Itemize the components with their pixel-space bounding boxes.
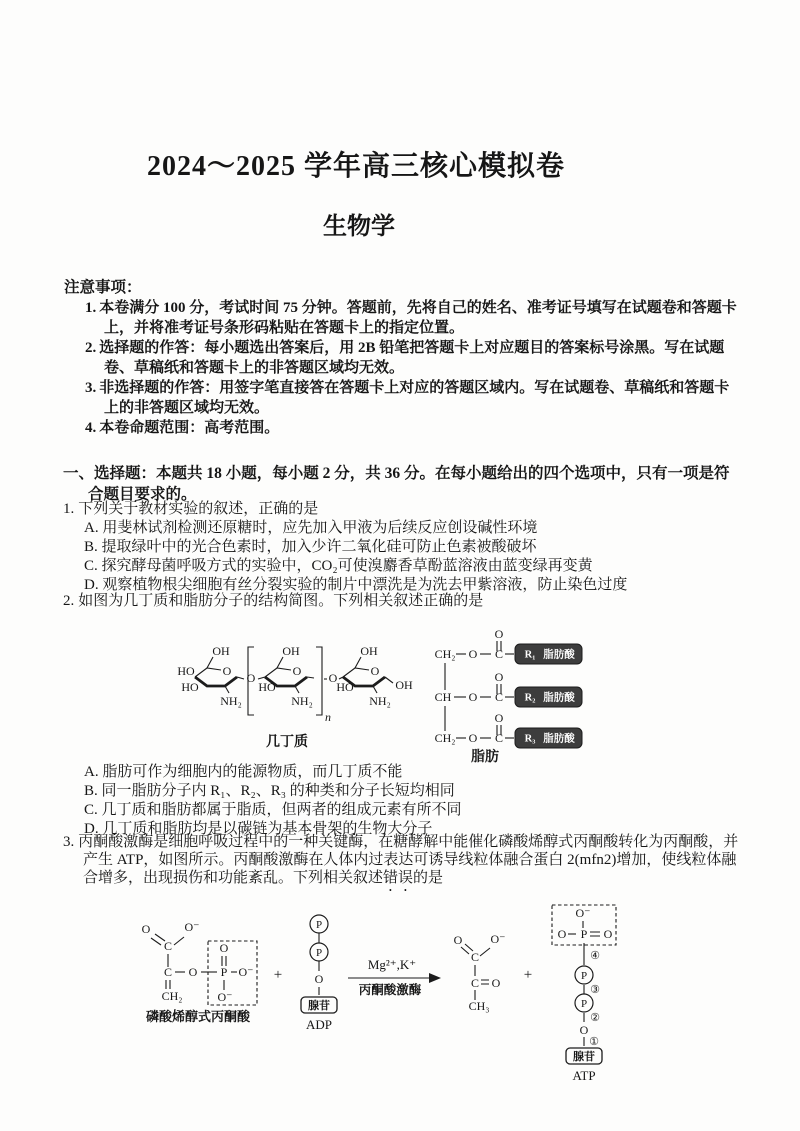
hydroxyl-label: OH	[395, 678, 413, 692]
carbonyl-oxygen-label: O	[494, 711, 504, 725]
oxygen-label: O	[579, 1023, 589, 1037]
ester-row-2	[454, 670, 582, 707]
adp-caption: ADP	[305, 1017, 333, 1032]
q2-options	[63, 763, 741, 839]
oxygen-label: O	[468, 731, 478, 745]
adp-structure	[301, 915, 337, 1032]
notice-item-number: 4.	[85, 420, 97, 436]
carbon-label: C	[163, 965, 173, 979]
question-3	[63, 833, 741, 1113]
oxygen-label: O	[468, 690, 478, 704]
chitin-ring-3	[336, 644, 413, 708]
q2-stem-text: 如图为几丁质和脂肪分子的结构简图。下列相关叙述正确的是	[78, 593, 484, 609]
bond-1-label: ①	[589, 1036, 599, 1048]
notice-item-text: 本卷命题范围：高考范围。	[99, 420, 280, 436]
reaction-arrow	[348, 957, 441, 997]
pyruvate-structure	[454, 932, 506, 1013]
chitin-ring-2	[258, 644, 312, 708]
hydroxyl-label: HO	[181, 680, 199, 694]
phosphorus-label: P	[315, 919, 323, 931]
q2-option-c: C. 几丁质和脂肪都属于脂质，但两者的组成元素有所不同	[84, 802, 462, 818]
notice-item-3	[85, 378, 738, 418]
oxygen-label: O	[453, 933, 463, 947]
q2-option-d: D. 几丁质和脂肪均是以碳链为基本骨架的生物大分子	[84, 821, 433, 837]
notice-item-text: 选择题的作答：每小题选出答案后，用 2B 铅笔把答题卡上对应题目的答案标号涂黑。写在试题卷、草稿纸和答题卡上的非答题区域均无效。	[99, 340, 725, 376]
q2-stem	[63, 592, 741, 611]
q1-option-b: B. 提取绿叶中的光合色素时，加入少许二氧化硅可防止色素被酸破坏	[84, 539, 537, 555]
ring-oxygen-label: O	[292, 664, 302, 678]
glycerol-backbone	[435, 647, 456, 745]
amino-label: NH₂	[291, 694, 313, 708]
link-oxygen-label: O	[328, 671, 338, 685]
hydroxyl-label: OH	[360, 644, 378, 658]
oxygen-label: O	[141, 922, 151, 936]
q1-option-d: D. 观察植物根尖细胞有丝分裂实验的制片中漂洗是为洗去甲紫溶液，防止染色过度	[84, 577, 628, 593]
ester-row-1	[456, 627, 582, 664]
plus-sign: +	[273, 967, 283, 983]
oxygen-label: O	[557, 927, 567, 941]
section-heading: 一、选择题：本题共 18 小题，每小题 2 分，共 36 分。在每小题给出的四个选项中，只有一项是符合题目要求的。	[63, 465, 730, 503]
oxygen-label: O	[188, 965, 198, 979]
q2-number: 2.	[63, 593, 75, 609]
carbon-label: C	[494, 731, 504, 745]
plus-sign: +	[523, 967, 533, 983]
fat-structure-diagram	[423, 611, 643, 765]
ch2-label: CH₂	[434, 731, 456, 745]
oxygen-label: O	[468, 647, 478, 661]
fatty-acid-label: 脂肪酸	[543, 733, 575, 745]
hydroxyl-label: OH	[282, 644, 300, 658]
arrowhead	[429, 973, 441, 983]
hydroxyl-label: OH	[212, 644, 230, 658]
chitin-caption: 几丁质	[266, 735, 308, 750]
q3-figure	[63, 895, 741, 1113]
carbon-label: C	[470, 950, 480, 964]
hydroxyl-label: HO	[258, 680, 276, 694]
q3-stem-emphasis: 错误	[383, 870, 414, 886]
notice-item-number: 2.	[85, 340, 97, 356]
notice-item-text: 本卷满分 100 分，考试时间 75 分钟。答题前，先将自己的姓名、准考证号填写在试题卷和答题卡上，并将准考证号条形码粘贴在答题卡上的指定位置。	[99, 300, 737, 336]
carbon-label: C	[494, 690, 504, 704]
oxygen-minus-label: O⁻	[217, 990, 233, 1004]
q3-number: 3.	[63, 834, 75, 850]
ch2-label: CH₂	[434, 647, 456, 661]
oxygen-minus-label: O⁻	[238, 965, 254, 979]
oxygen-minus-label: O⁻	[490, 932, 506, 946]
subject-title: 生物学	[323, 214, 395, 240]
adenosine-label: 腺苷	[573, 1051, 595, 1063]
ch-label: CH	[434, 690, 452, 704]
phosphorus-label: P	[580, 927, 588, 941]
atp-caption: ATP	[572, 1068, 596, 1083]
fat-caption: 脂肪	[471, 750, 499, 765]
hydroxyl-label: HO	[177, 664, 195, 678]
chitin-ring-1	[177, 644, 241, 708]
fatty-acid-label: 脂肪酸	[543, 692, 575, 704]
oxygen-label: O	[314, 972, 324, 986]
carbonyl-oxygen-label: O	[494, 670, 504, 684]
adenosine-label: 腺苷	[308, 1000, 330, 1012]
q1-stem-text: 下列关于教材实验的叙述，正确的是	[78, 501, 319, 517]
link-oxygen-label: O	[246, 671, 256, 685]
cofactor-label: Mg²⁺,K⁺	[367, 957, 417, 972]
notice-section	[64, 278, 738, 438]
question-1	[63, 500, 741, 595]
q2-option-a: A. 脂肪可作为细胞内的能源物质，而几丁质不能	[84, 764, 403, 780]
q1-option-c: C. 探究酵母菌呼吸方式的实验中，CO₂可使溴麝香草酚蓝溶液由蓝变绿再变黄	[84, 558, 593, 574]
ring-oxygen-label: O	[222, 664, 232, 678]
q1-stem	[63, 500, 741, 519]
notice-item-text: 非选择题的作答：用签字笔直接答在答题卡上对应的答题区域内。写在试题卷、草稿纸和答题卡上的非答题区域均无效。	[99, 380, 730, 416]
phosphoenolpyruvate-structure	[142, 920, 257, 1024]
repeat-subscript-n: n	[325, 710, 331, 724]
oxygen-label: O	[491, 976, 501, 990]
ch2-label: CH₂	[161, 989, 183, 1003]
q3-stem-text: 丙酮酸激酶是细胞呼吸过程中的一种关键酶，在糖酵解中能催化磷酸烯醇式丙酮酸转化为丙酮酸，并产生 ATP，如图所示。丙酮酸激酶在人体内过表达可诱导线粒体融合蛋白 2(mfn2)增加，使线粒体融合增多，出现损伤和功能紊乱。下列相关叙述	[78, 834, 739, 886]
notice-item-1	[85, 298, 738, 338]
notice-item-2	[85, 338, 738, 378]
ester-row-3	[456, 711, 582, 748]
carbonyl-oxygen-label: O	[494, 627, 504, 641]
notice-heading: 注意事项：	[64, 279, 142, 296]
carbon-label: C	[163, 939, 173, 953]
ch3-label: CH₃	[468, 999, 490, 1013]
oxygen-minus-label: O⁻	[575, 906, 591, 920]
enzyme-label: 丙酮酸激酶	[358, 983, 422, 997]
phosphorus-label: P	[220, 965, 228, 979]
carbon-label: C	[494, 647, 504, 661]
notice-item-4	[85, 418, 738, 438]
oxygen-minus-label: O⁻	[184, 920, 200, 934]
r3-label: R₃	[524, 733, 536, 745]
q1-option-a: A. 用斐林试剂检测还原糖时，应先加入甲液为后续反应创设碱性环境	[84, 520, 538, 536]
q2-figure	[63, 611, 741, 763]
ring-oxygen-label: O	[370, 664, 380, 678]
atp-structure	[552, 905, 616, 1083]
notice-list	[64, 298, 738, 438]
phosphorus-label: P	[580, 970, 588, 982]
bond-2-label: ②	[590, 1012, 600, 1024]
phosphorus-label: P	[580, 998, 588, 1010]
notice-item-number: 1.	[85, 300, 97, 316]
pep-caption: 磷酸烯醇式丙酮酸	[145, 1009, 251, 1024]
pyruvate-kinase-reaction-diagram	[118, 895, 743, 1113]
q1-options	[63, 519, 741, 595]
q3-stem-tail: 的是	[413, 870, 444, 886]
r2-label: R₂	[524, 692, 536, 704]
r1-label: R₁	[524, 649, 536, 661]
exam-title: 2024～2025 学年高三核心模拟卷	[146, 151, 565, 182]
q1-number: 1.	[63, 501, 75, 517]
fatty-acid-label: 脂肪酸	[543, 649, 575, 661]
question-2	[63, 592, 741, 839]
bond-4-label: ④	[590, 950, 600, 962]
oxygen-label: O	[603, 927, 613, 941]
amino-label: NH₂	[220, 694, 242, 708]
q3-stem	[63, 833, 741, 895]
oxygen-label: O	[219, 941, 229, 955]
chitin-structure-diagram	[163, 611, 435, 763]
phosphorus-label: P	[315, 947, 323, 959]
hydroxyl-label: HO	[336, 680, 354, 694]
notice-item-number: 3.	[85, 380, 97, 396]
amino-label: NH₂	[369, 694, 391, 708]
bond-3-label: ③	[590, 984, 600, 996]
carbon-label: C	[470, 976, 480, 990]
q2-option-b: B. 同一脂肪分子内 R₁、R₂、R₃ 的种类和分子长短均相同	[84, 783, 455, 799]
